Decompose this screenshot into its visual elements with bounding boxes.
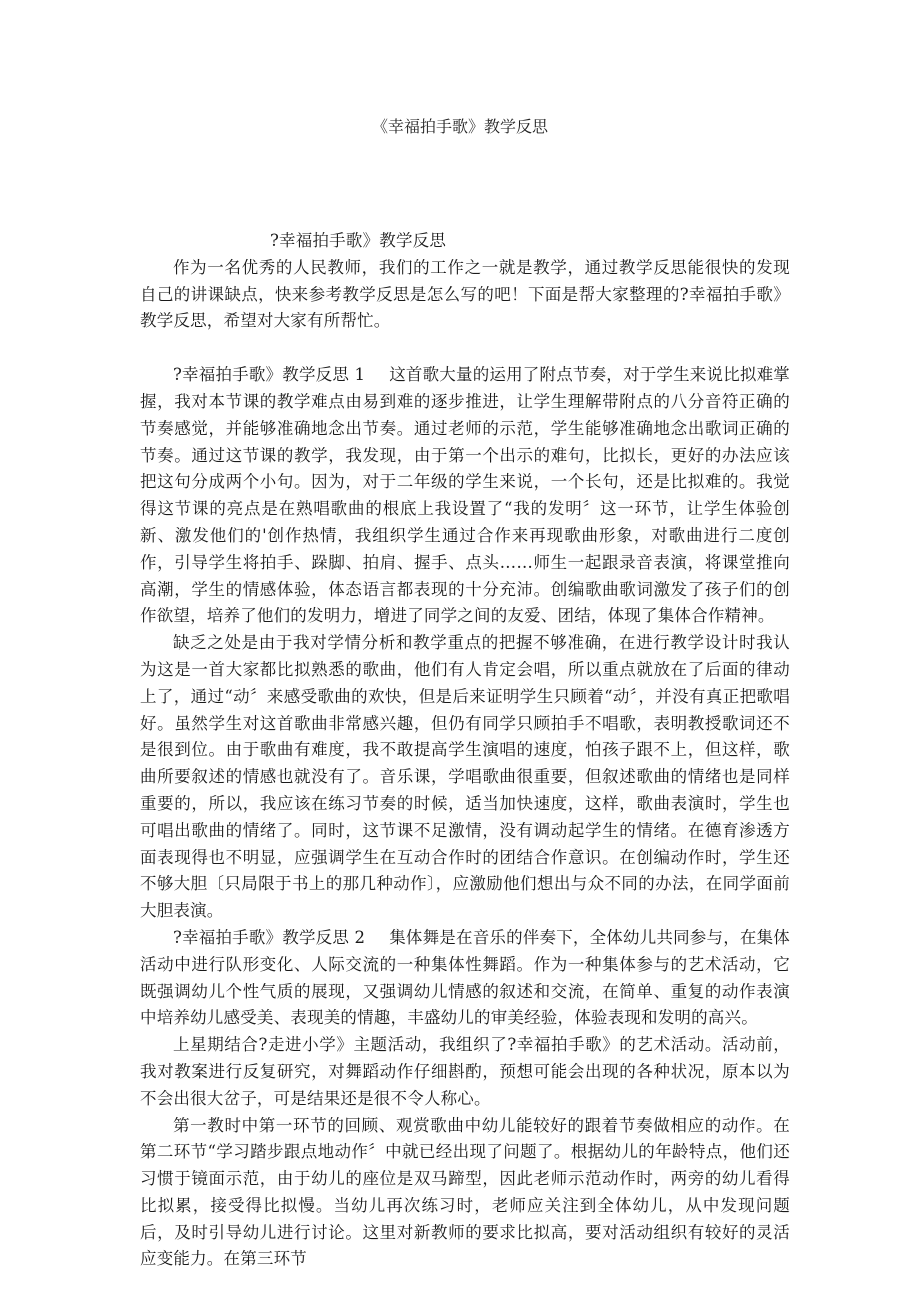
intro-paragraph: 作为一名优秀的人民教师，我们的工作之一就是教学，通过教学反思能很快的发现自己的讲课缺点，快来参考教学反思是怎么写的吧！下面是帮大家整理的?幸福拍手歌》教学反思，希望对大家有所帮忙。: [140, 257, 790, 331]
section-1-paragraph: [140, 362, 790, 630]
section-2-paragraph: [140, 925, 790, 1032]
section-2-heading: ?幸福拍手歌》教学反思 2: [173, 927, 366, 947]
document-title: 《幸福拍手歌》教学反思: [371, 117, 548, 136]
section-2-paragraph-3: 第一教时中第一环节的回顾、观赏歌曲中幼儿能较好的跟着节奏做相应的动作。在第二环节“学习踏步跟点地动作〞中就已经出现了问题了。根据幼儿的年龄特点，他们还习惯于镜面示范，由于幼儿的座位是双马蹄型，因此老师示范动作时，两旁的幼儿看得比拟累，接受得比拟慢。当幼儿再次练习时，老师应关注到全体幼儿，从中发现问题后，及时引导幼儿进行讨论。这里对新教师的要求比拟高，要对活动组织有较好的灵活应变能力。在第三环节: [140, 1115, 790, 1269]
section-1-heading: ?幸福拍手歌》教学反思 1: [173, 365, 366, 385]
section-1-text: 这首歌大量的运用了附点节奏，对于学生来说比拟难掌握，我对本节课的教学难点由易到难的逐步推进，让学生理解带附点的八分音符正确的节奏感觉，并能够准确地念出节奏。通过老师的示范，学生能够准确地念出歌词正确的节奏。通过这节课的教学，我发现，由于第一个出示的难句，比拟长，更好的办法应该把这句分成两个小句。因为，对于二年级的学生来说，一个长句，还是比拟难的。我觉得这节课的亮点是在熟唱歌曲的根底上我设置了“我的发明〞这一环节，让学生体验创新、激发他们的'创作热情，我组织学生通过合作来再现歌曲形象，对歌曲进行二度创作，引导学生将拍手、跺脚、拍肩、握手、点头……师生一起跟录音表演，将课堂推向高潮，学生的情感体验，体态语言都表现的十分充沛。创编歌曲歌词激发了孩子们的创作欲望，培养了他们的发明力，增进了同学之间的友爱、团结，体现了集体合作精神。: [140, 365, 791, 626]
document-subtitle: ?幸福拍手歌》教学反思: [270, 231, 447, 250]
section-2-paragraph-2: 上星期结合?走进小学》主题活动，我组织了?幸福拍手歌》的艺术活动。活动前，我对教案进行反复研究，对舞蹈动作仔细斟酌，预想可能会出现的各种状况，原本以为不会出很大岔子，可是结果还是很不令人称心。: [140, 1035, 790, 1108]
document-body: [140, 228, 790, 1273]
section-2-text: 集体舞是在音乐的伴奏下，全体幼儿共同参与，在集体活动中进行队形变化、人际交流的一种集体性舞蹈。作为一种集体参与的艺术活动，它既强调幼儿个性气质的展现，又强调幼儿情感的叙述和交流，在简单、重复的动作表演中培养幼儿感受美、表现美的情趣，丰盛幼儿的审美经验，体验表现和发明的高兴。: [140, 927, 791, 1028]
section-1-paragraph-2: 缺乏之处是由于我对学情分析和教学重点的把握不够准确，在进行教学设计时我认为这是一首大家都比拟熟悉的歌曲，他们有人肯定会唱，所以重点就放在了后面的律动上了，通过“动〞来感受歌曲的欢快，但是后来证明学生只顾着“动〞，并没有真正把歌唱好。虽然学生对这首歌曲非常感兴趣，但仍有同学只顾拍手不唱歌，表明教授歌词还不是很到位。由于歌曲有难度，我不敢提高学生演唱的速度，怕孩子跟不上，但这样，歌曲所要叙述的情感也就没有了。音乐课，学唱歌曲很重要，但叙述歌曲的情绪也是同样重要的，所以，我应该在练习节奏的时候，适当加快速度，这样，歌曲表演时，学生也可唱出歌曲的情绪了。同时，这节课不足激情，没有调动起学生的情绪。在德育渗透方面表现得也不明显，应强调学生在互动合作时的团结合作意识。在创编动作时，学生还不够大胆〔只局限于书上的那几种动作〕，应激励他们想出与众不同的办法，在同学面前大胆表演。: [140, 633, 790, 921]
